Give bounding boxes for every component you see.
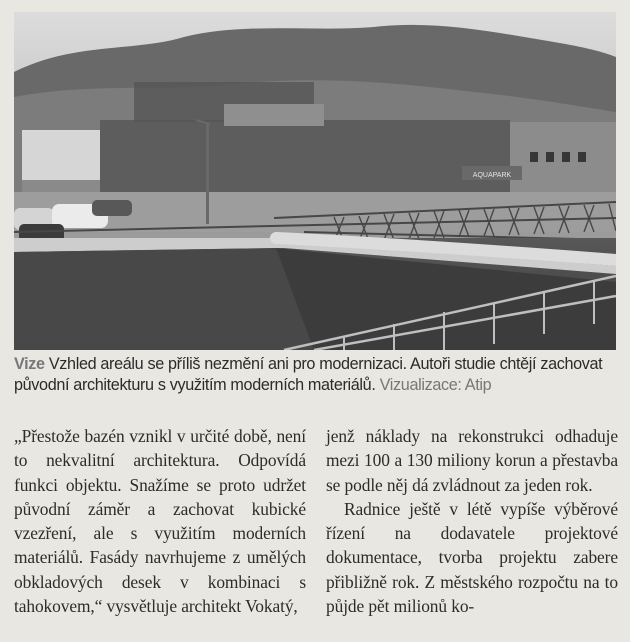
photo-caption: [14, 354, 618, 396]
article-column-left: [14, 424, 306, 618]
article-photo: [14, 12, 616, 350]
caption-text: Vzhled areálu se příliš nezmění ani pro modernizaci. Autoři studie chtějí zachovat původní architekturu s využitím moderních materiálů.: [14, 355, 603, 394]
aquapark-sign: AQUAPARK: [472, 172, 512, 179]
caption-credit: Vizualizace: Atip: [379, 376, 492, 394]
article-paragraph: Radnice ještě v létě vypíše výběrové řízení na dodavatele projektové dokumentace, tvorba projektu zabere přibližně rok. Z městského rozpočtu na to půjde pět milionů ko-: [326, 498, 618, 617]
article-paragraph: jenž náklady na rekonstrukci odhaduje mezi 100 a 130 miliony korun a přestavba se podle něj dá zvládnout za jeden rok.: [326, 426, 618, 495]
caption-keyword: Vize: [14, 355, 45, 373]
article-column-right: [326, 424, 618, 618]
pool-area-photo: [14, 12, 616, 350]
article-paragraph: „Přestože bazén vznikl v určité době, není to nekvalitní architektura. Odpovídá funkci objektu. Snažíme se proto udržet původní záměr a zachovat kubické vzezření, ale s využitím moderních materiálů. Fasády navrhujeme z umělých obkladových desek v kombinaci s tahokovem,“ vysvětluje architekt Vokatý,: [14, 426, 306, 617]
